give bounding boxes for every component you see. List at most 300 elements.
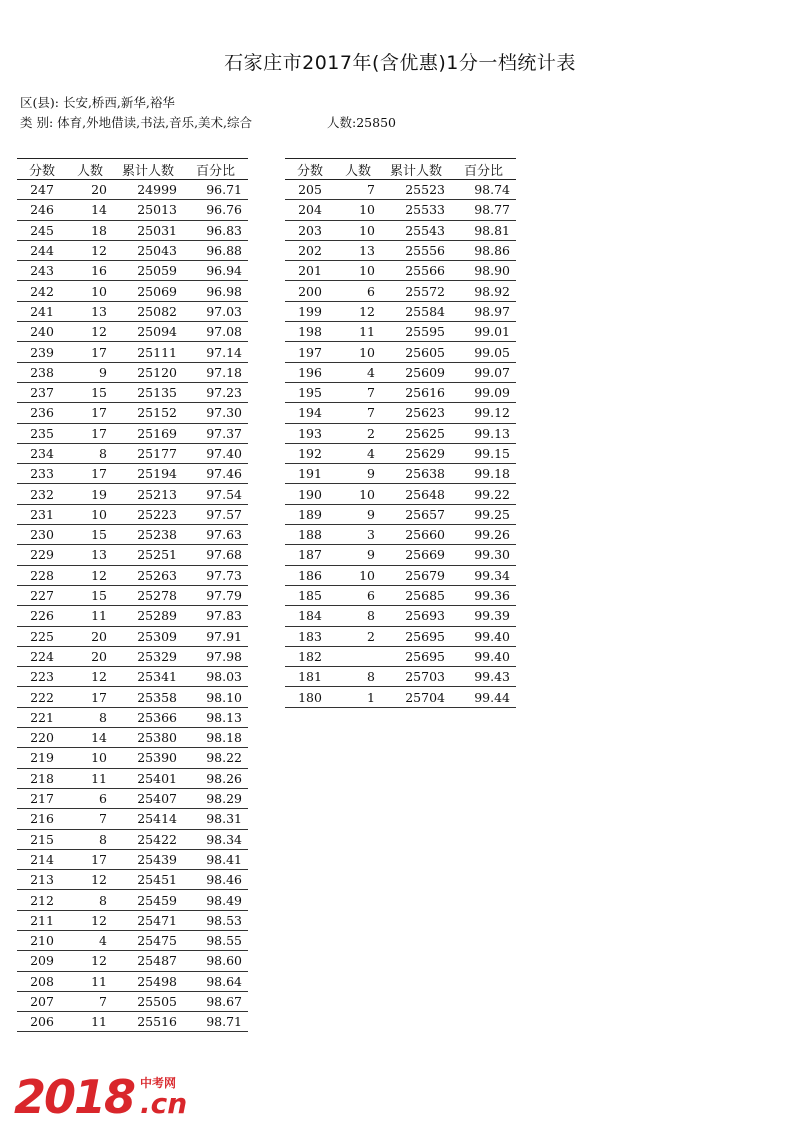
- cell-cumulative: 25082: [113, 301, 183, 321]
- cell-count: 17: [67, 342, 113, 362]
- cell-percent: 97.57: [183, 504, 248, 524]
- table-row: [17, 240, 248, 260]
- table-row: [17, 403, 248, 423]
- cell-cumulative: 25390: [113, 748, 183, 768]
- cell-count: 8: [67, 890, 113, 910]
- header-cumulative: 累计人数: [381, 159, 451, 180]
- cell-score: 247: [17, 180, 67, 200]
- cell-cumulative: 25459: [113, 890, 183, 910]
- table-row: [17, 342, 248, 362]
- table-row: [285, 504, 516, 524]
- cell-percent: 98.92: [451, 281, 516, 301]
- cell-score: 185: [285, 585, 335, 605]
- table-row: [17, 362, 248, 382]
- table-row: [285, 240, 516, 260]
- cell-score: 181: [285, 667, 335, 687]
- cell-percent: 99.39: [451, 606, 516, 626]
- cell-percent: 98.64: [183, 971, 248, 991]
- cell-count: 7: [335, 382, 381, 402]
- cell-count: 15: [67, 585, 113, 605]
- header-count: 人数: [67, 159, 113, 180]
- cell-cumulative: 25625: [381, 423, 451, 443]
- cell-count: 4: [335, 443, 381, 463]
- cell-cumulative: 25451: [113, 870, 183, 890]
- cell-cumulative: 25704: [381, 687, 451, 707]
- table-row: [17, 849, 248, 869]
- table-row: [17, 423, 248, 443]
- cell-score: 198: [285, 322, 335, 342]
- cell-cumulative: 25407: [113, 788, 183, 808]
- cell-percent: 98.86: [451, 240, 516, 260]
- cell-percent: 99.01: [451, 322, 516, 342]
- cell-count: 10: [67, 281, 113, 301]
- cell-score: 232: [17, 484, 67, 504]
- cell-percent: 98.71: [183, 1012, 248, 1032]
- cell-score: 245: [17, 220, 67, 240]
- cell-score: 238: [17, 362, 67, 382]
- cell-cumulative: 25223: [113, 504, 183, 524]
- cell-count: 4: [335, 362, 381, 382]
- cell-score: 218: [17, 768, 67, 788]
- cell-score: 206: [17, 1012, 67, 1032]
- table-row: [17, 585, 248, 605]
- table-row: [285, 261, 516, 281]
- cell-cumulative: 25152: [113, 403, 183, 423]
- cell-count: 12: [67, 667, 113, 687]
- table-row: [17, 728, 248, 748]
- table-row: [17, 261, 248, 281]
- cell-cumulative: 25069: [113, 281, 183, 301]
- cell-count: 19: [67, 484, 113, 504]
- cell-score: 229: [17, 545, 67, 565]
- table-row: [17, 180, 248, 200]
- cell-percent: 98.55: [183, 930, 248, 950]
- cell-score: 186: [285, 565, 335, 585]
- cell-count: 17: [67, 423, 113, 443]
- cell-percent: 99.18: [451, 464, 516, 484]
- cell-cumulative: 25475: [113, 930, 183, 950]
- cell-score: 183: [285, 626, 335, 646]
- cell-cumulative: 25543: [381, 220, 451, 240]
- table-row: [285, 403, 516, 423]
- cell-score: 203: [285, 220, 335, 240]
- cell-score: 213: [17, 870, 67, 890]
- table-row: [285, 322, 516, 342]
- cell-cumulative: 25059: [113, 261, 183, 281]
- cell-count: [335, 646, 381, 666]
- cell-percent: 97.40: [183, 443, 248, 463]
- cell-score: 244: [17, 240, 67, 260]
- cell-cumulative: 25358: [113, 687, 183, 707]
- cell-percent: 97.91: [183, 626, 248, 646]
- table-row: [17, 971, 248, 991]
- cell-score: 208: [17, 971, 67, 991]
- cell-cumulative: 25523: [381, 180, 451, 200]
- cell-count: 9: [335, 545, 381, 565]
- page-title: 石家庄市2017年(含优惠)1分一档统计表: [224, 52, 576, 74]
- cell-score: 197: [285, 342, 335, 362]
- cell-percent: 98.77: [451, 200, 516, 220]
- cell-count: 6: [335, 585, 381, 605]
- cell-percent: 98.10: [183, 687, 248, 707]
- cell-cumulative: 25516: [113, 1012, 183, 1032]
- cell-score: 215: [17, 829, 67, 849]
- cell-percent: 98.90: [451, 261, 516, 281]
- cell-cumulative: 25120: [113, 362, 183, 382]
- table-row: [17, 626, 248, 646]
- cell-score: 216: [17, 809, 67, 829]
- table-row: [17, 382, 248, 402]
- cell-score: 223: [17, 667, 67, 687]
- cell-count: 7: [67, 991, 113, 1011]
- header-percent: 百分比: [183, 159, 248, 180]
- cell-count: 10: [335, 565, 381, 585]
- cell-cumulative: 25693: [381, 606, 451, 626]
- cell-score: 231: [17, 504, 67, 524]
- cell-percent: 97.68: [183, 545, 248, 565]
- cell-percent: 99.12: [451, 403, 516, 423]
- cell-count: 12: [67, 870, 113, 890]
- cell-cumulative: 25329: [113, 646, 183, 666]
- cell-percent: 97.14: [183, 342, 248, 362]
- watermark-number: 2018: [14, 1070, 135, 1124]
- cell-cumulative: 25422: [113, 829, 183, 849]
- cell-cumulative: 25533: [381, 200, 451, 220]
- cell-count: 12: [67, 565, 113, 585]
- cell-cumulative: 25605: [381, 342, 451, 362]
- cell-percent: 97.83: [183, 606, 248, 626]
- table-row: [285, 646, 516, 666]
- cell-percent: 98.81: [451, 220, 516, 240]
- table-row: [17, 484, 248, 504]
- cell-score: 192: [285, 443, 335, 463]
- cell-cumulative: 25556: [381, 240, 451, 260]
- cell-count: 18: [67, 220, 113, 240]
- cell-cumulative: 25660: [381, 525, 451, 545]
- table-header-row: [17, 159, 248, 180]
- table-row: [17, 829, 248, 849]
- header-cumulative: 累计人数: [113, 159, 183, 180]
- header-percent: 百分比: [451, 159, 516, 180]
- cell-score: 226: [17, 606, 67, 626]
- cell-cumulative: 25679: [381, 565, 451, 585]
- cell-count: 12: [67, 910, 113, 930]
- cell-count: 7: [335, 403, 381, 423]
- cell-percent: 98.46: [183, 870, 248, 890]
- score-table-right: [285, 158, 516, 708]
- cell-score: 233: [17, 464, 67, 484]
- cell-percent: 99.43: [451, 667, 516, 687]
- cell-count: 17: [67, 403, 113, 423]
- table-row: [17, 525, 248, 545]
- cell-score: 224: [17, 646, 67, 666]
- cell-percent: 99.44: [451, 687, 516, 707]
- cell-count: 2: [335, 423, 381, 443]
- table-row: [285, 687, 516, 707]
- cell-count: 10: [335, 342, 381, 362]
- table-row: [17, 951, 248, 971]
- table-header-row: [285, 159, 516, 180]
- cell-cumulative: 25623: [381, 403, 451, 423]
- cell-count: 14: [67, 200, 113, 220]
- cell-count: 7: [335, 180, 381, 200]
- watermark-site-name: 中考网: [140, 1076, 177, 1090]
- table-row: [17, 565, 248, 585]
- cell-percent: 98.49: [183, 890, 248, 910]
- cell-percent: 98.03: [183, 667, 248, 687]
- total-count: 人数:25850: [327, 115, 396, 130]
- cell-count: 11: [335, 322, 381, 342]
- table-row: [17, 910, 248, 930]
- category-text: 类 别: 体育,外地借读,书法,音乐,美术,综合: [20, 115, 253, 130]
- cell-count: 20: [67, 626, 113, 646]
- cell-score: 190: [285, 484, 335, 504]
- cell-count: 17: [67, 464, 113, 484]
- cell-cumulative: 25169: [113, 423, 183, 443]
- table-row: [17, 606, 248, 626]
- cell-count: 17: [67, 849, 113, 869]
- cell-count: 9: [335, 464, 381, 484]
- cell-cumulative: 25498: [113, 971, 183, 991]
- cell-cumulative: 25471: [113, 910, 183, 930]
- cell-score: 214: [17, 849, 67, 869]
- cell-score: 195: [285, 382, 335, 402]
- cell-percent: 96.76: [183, 200, 248, 220]
- table-row: [285, 545, 516, 565]
- cell-score: 235: [17, 423, 67, 443]
- cell-score: 210: [17, 930, 67, 950]
- cell-percent: 98.26: [183, 768, 248, 788]
- cell-cumulative: 25505: [113, 991, 183, 1011]
- cell-percent: 96.94: [183, 261, 248, 281]
- header-score: 分数: [17, 159, 67, 180]
- cell-percent: 97.03: [183, 301, 248, 321]
- cell-count: 15: [67, 525, 113, 545]
- cell-count: 6: [67, 788, 113, 808]
- table-row: [17, 707, 248, 727]
- cell-count: 11: [67, 606, 113, 626]
- cell-count: 13: [67, 545, 113, 565]
- cell-cumulative: 25213: [113, 484, 183, 504]
- cell-count: 8: [335, 667, 381, 687]
- cell-count: 8: [335, 606, 381, 626]
- table-row: [17, 991, 248, 1011]
- cell-cumulative: 25238: [113, 525, 183, 545]
- table-row: [17, 768, 248, 788]
- table-row: [17, 220, 248, 240]
- table-row: [17, 322, 248, 342]
- table-row: [17, 809, 248, 829]
- cell-percent: 98.74: [451, 180, 516, 200]
- cell-percent: 97.23: [183, 382, 248, 402]
- cell-score: 219: [17, 748, 67, 768]
- cell-percent: 99.36: [451, 585, 516, 605]
- cell-score: 237: [17, 382, 67, 402]
- cell-score: 189: [285, 504, 335, 524]
- table-row: [17, 200, 248, 220]
- cell-percent: 99.30: [451, 545, 516, 565]
- district-line: [20, 94, 175, 112]
- table-row: [285, 200, 516, 220]
- table-row: [17, 464, 248, 484]
- cell-score: 234: [17, 443, 67, 463]
- table-row: [285, 423, 516, 443]
- cell-percent: 97.37: [183, 423, 248, 443]
- cell-score: 239: [17, 342, 67, 362]
- cell-percent: 97.08: [183, 322, 248, 342]
- cell-score: 246: [17, 200, 67, 220]
- cell-cumulative: 25043: [113, 240, 183, 260]
- cell-score: 242: [17, 281, 67, 301]
- cell-cumulative: 25341: [113, 667, 183, 687]
- table-row: [285, 443, 516, 463]
- cell-score: 205: [285, 180, 335, 200]
- cell-cumulative: 25572: [381, 281, 451, 301]
- table-row: [285, 525, 516, 545]
- cell-count: 12: [67, 951, 113, 971]
- cell-percent: 98.41: [183, 849, 248, 869]
- cell-score: 204: [285, 200, 335, 220]
- cell-count: 10: [67, 748, 113, 768]
- cell-cumulative: 25439: [113, 849, 183, 869]
- cell-count: 11: [67, 768, 113, 788]
- table-row: [285, 565, 516, 585]
- table-row: [285, 585, 516, 605]
- cell-percent: 99.22: [451, 484, 516, 504]
- cell-score: 182: [285, 646, 335, 666]
- cell-cumulative: 25263: [113, 565, 183, 585]
- cell-percent: 96.98: [183, 281, 248, 301]
- cell-cumulative: 25584: [381, 301, 451, 321]
- cell-cumulative: 25401: [113, 768, 183, 788]
- table-row: [285, 382, 516, 402]
- table-row: [17, 301, 248, 321]
- cell-score: 180: [285, 687, 335, 707]
- cell-cumulative: 25013: [113, 200, 183, 220]
- cell-percent: 98.22: [183, 748, 248, 768]
- cell-percent: 98.53: [183, 910, 248, 930]
- cell-score: 200: [285, 281, 335, 301]
- cell-count: 8: [67, 443, 113, 463]
- table-row: [285, 180, 516, 200]
- table-row: [17, 1012, 248, 1032]
- watermark-logo: [14, 1070, 188, 1124]
- table-row: [285, 342, 516, 362]
- cell-cumulative: 25616: [381, 382, 451, 402]
- cell-percent: 99.15: [451, 443, 516, 463]
- table-row: [17, 281, 248, 301]
- cell-cumulative: 25414: [113, 809, 183, 829]
- cell-cumulative: 25031: [113, 220, 183, 240]
- cell-score: 211: [17, 910, 67, 930]
- cell-percent: 98.18: [183, 728, 248, 748]
- cell-percent: 97.18: [183, 362, 248, 382]
- table-row: [17, 890, 248, 910]
- cell-cumulative: 25289: [113, 606, 183, 626]
- cell-cumulative: 25094: [113, 322, 183, 342]
- cell-count: 2: [335, 626, 381, 646]
- cell-cumulative: 24999: [113, 180, 183, 200]
- cell-score: 221: [17, 707, 67, 727]
- cell-count: 12: [67, 240, 113, 260]
- table-row: [17, 667, 248, 687]
- cell-score: 199: [285, 301, 335, 321]
- cell-score: 222: [17, 687, 67, 707]
- table-row: [285, 667, 516, 687]
- header-score: 分数: [285, 159, 335, 180]
- cell-cumulative: 25566: [381, 261, 451, 281]
- category-line: [20, 114, 396, 132]
- table-row: [17, 687, 248, 707]
- cell-percent: 96.83: [183, 220, 248, 240]
- cell-count: 16: [67, 261, 113, 281]
- cell-score: 240: [17, 322, 67, 342]
- cell-count: 17: [67, 687, 113, 707]
- cell-score: 225: [17, 626, 67, 646]
- cell-percent: 98.29: [183, 788, 248, 808]
- cell-cumulative: 25648: [381, 484, 451, 504]
- cell-percent: 97.63: [183, 525, 248, 545]
- cell-cumulative: 25380: [113, 728, 183, 748]
- cell-percent: 97.79: [183, 585, 248, 605]
- cell-cumulative: 25309: [113, 626, 183, 646]
- cell-cumulative: 25703: [381, 667, 451, 687]
- cell-percent: 96.71: [183, 180, 248, 200]
- cell-count: 10: [335, 220, 381, 240]
- cell-count: 3: [335, 525, 381, 545]
- cell-cumulative: 25111: [113, 342, 183, 362]
- cell-cumulative: 25695: [381, 626, 451, 646]
- cell-cumulative: 25487: [113, 951, 183, 971]
- cell-score: 228: [17, 565, 67, 585]
- cell-score: 193: [285, 423, 335, 443]
- cell-score: 188: [285, 525, 335, 545]
- cell-score: 212: [17, 890, 67, 910]
- cell-cumulative: 25685: [381, 585, 451, 605]
- cell-score: 202: [285, 240, 335, 260]
- cell-score: 217: [17, 788, 67, 808]
- table-row: [17, 930, 248, 950]
- cell-percent: 98.13: [183, 707, 248, 727]
- cell-score: 241: [17, 301, 67, 321]
- cell-score: 187: [285, 545, 335, 565]
- cell-cumulative: 25194: [113, 464, 183, 484]
- cell-percent: 97.46: [183, 464, 248, 484]
- cell-percent: 99.07: [451, 362, 516, 382]
- cell-score: 191: [285, 464, 335, 484]
- cell-percent: 99.34: [451, 565, 516, 585]
- cell-cumulative: 25638: [381, 464, 451, 484]
- cell-cumulative: 25177: [113, 443, 183, 463]
- cell-count: 14: [67, 728, 113, 748]
- cell-score: 230: [17, 525, 67, 545]
- cell-percent: 96.88: [183, 240, 248, 260]
- cell-percent: 97.98: [183, 646, 248, 666]
- cell-score: 227: [17, 585, 67, 605]
- cell-count: 8: [67, 707, 113, 727]
- district-text: 区(县): 长安,桥西,新华,裕华: [20, 95, 175, 110]
- cell-count: 15: [67, 382, 113, 402]
- cell-percent: 99.25: [451, 504, 516, 524]
- cell-cumulative: 25695: [381, 646, 451, 666]
- cell-count: 4: [67, 930, 113, 950]
- cell-cumulative: 25366: [113, 707, 183, 727]
- table-row: [285, 281, 516, 301]
- cell-score: 207: [17, 991, 67, 1011]
- cell-cumulative: 25629: [381, 443, 451, 463]
- cell-percent: 98.67: [183, 991, 248, 1011]
- score-table-left: [17, 158, 248, 1032]
